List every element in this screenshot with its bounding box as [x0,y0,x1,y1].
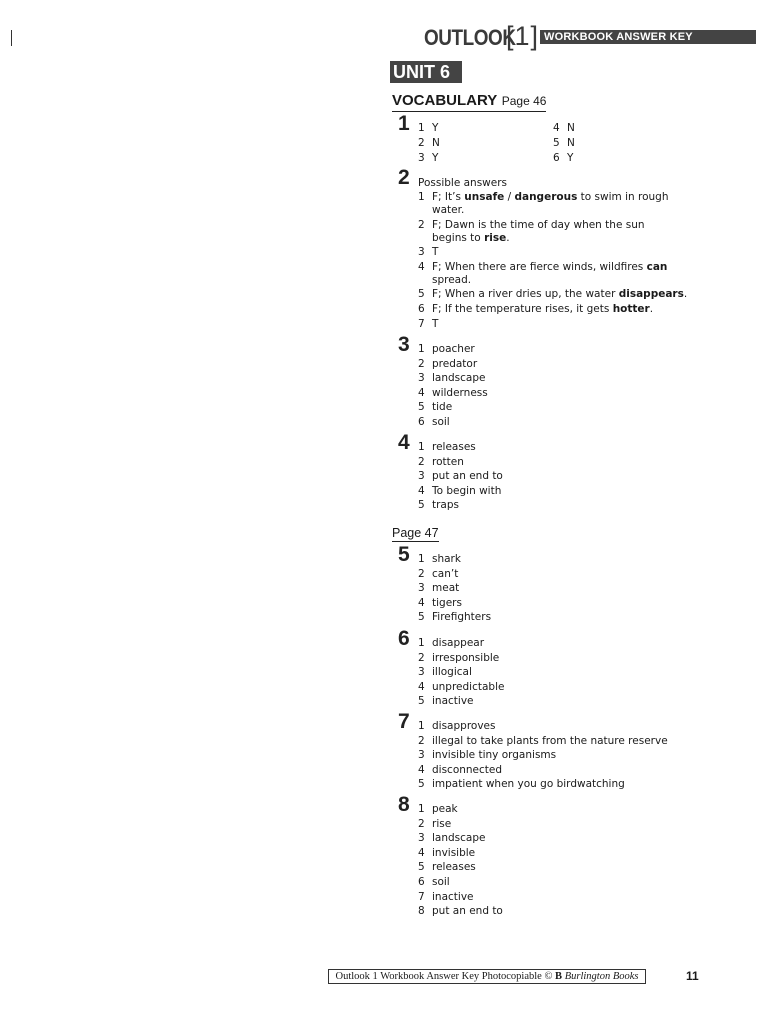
exercise-number: 1 [398,112,410,135]
exercise-number: 5 [398,543,410,566]
exercise-number: 8 [398,793,410,816]
exercise-number: 2 [398,166,410,189]
brand-word: OUTLOOK [424,25,516,50]
exercise-number: 3 [398,333,410,356]
header-bar [540,30,756,44]
brand-logo [424,21,540,51]
header-subtitle: WORKBOOK ANSWER KEY [544,31,693,43]
page-number: 11 [686,969,699,983]
brand-level: [1] [506,21,540,51]
publisher-logo-icon: B [555,971,563,982]
section-name: VOCABULARY [392,92,498,109]
crop-mark [11,30,12,46]
section-title [392,92,546,112]
exercise-number: 6 [398,627,410,650]
exercise-number: 7 [398,710,410,733]
footer-text: Outlook 1 Workbook Answer Key Photocopiable © [335,971,556,982]
exercise-number: 4 [398,431,410,454]
section-page: Page 46 [501,94,547,108]
page-47-label: Page 47 [392,526,439,540]
footer-publisher: Burlington Books [564,971,639,982]
footer-copyright [328,969,646,984]
unit-badge: UNIT 6 [390,61,462,83]
exercise-intro: Possible answers [418,177,508,189]
